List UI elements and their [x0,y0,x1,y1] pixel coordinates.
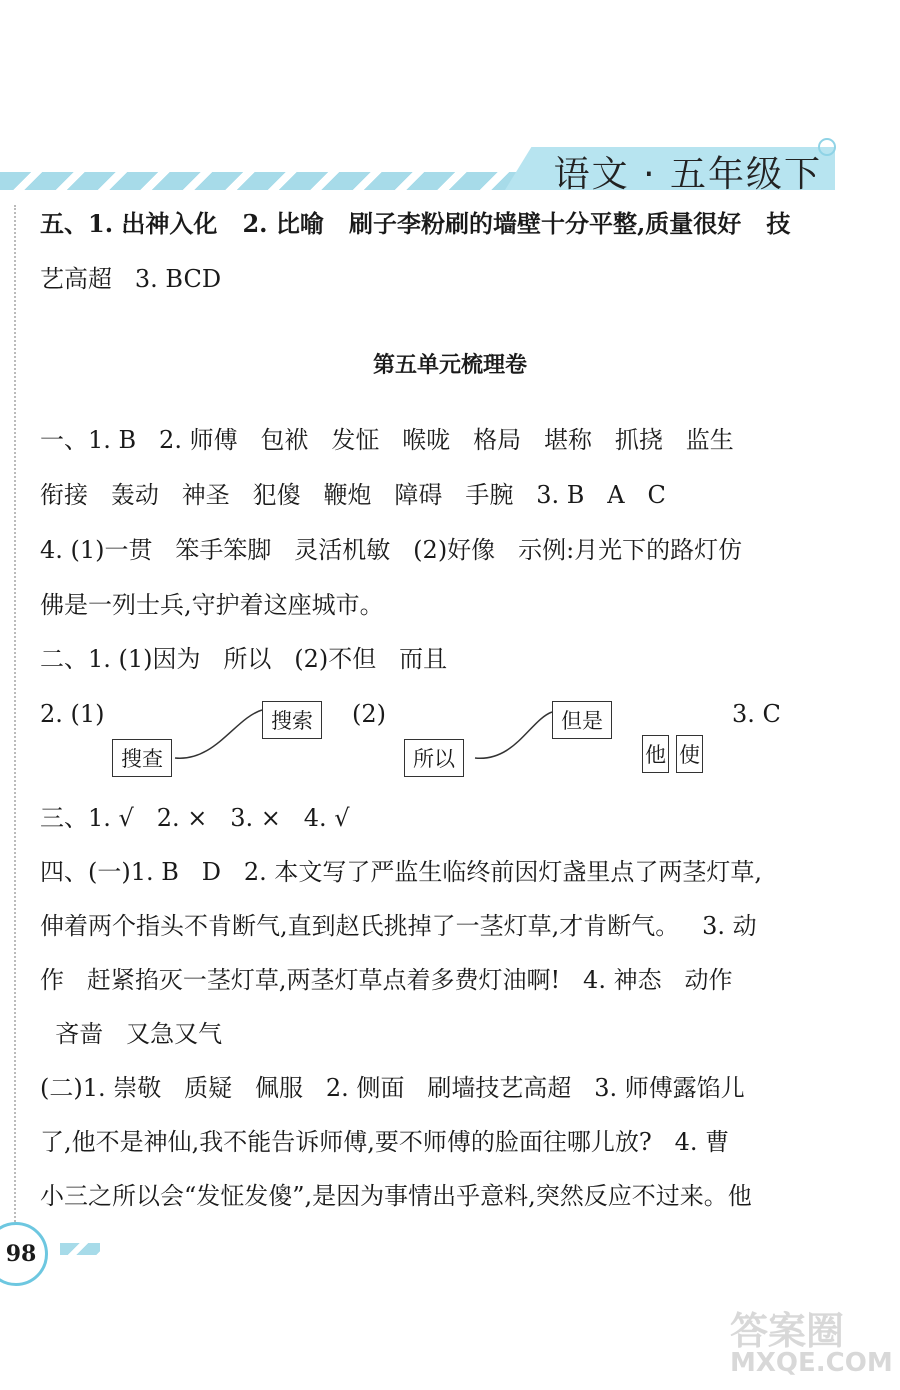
answer-line-15: 了,他不是神仙,我不能告诉师傅,要不师傅的脸面往哪儿放? 4. 曹 [40,1128,730,1156]
connector-1 [175,710,262,758]
q2-box-b: 使 [676,735,703,773]
answer-line-10: 四、(一)1. B D 2. 本文写了严监生临终前因灯盏里点了两茎灯草, [40,858,763,886]
answer-line-2: 艺高超 3. BCD [40,265,222,293]
q2-box-top-2: 但是 [552,701,612,739]
q2-box-bottom-1: 搜查 [112,739,172,777]
q2-box-bottom-2: 所以 [404,739,464,777]
q2-label-2: (2) [352,700,386,728]
answer-line-13: 吝啬 又急又气 [40,1020,223,1048]
q2-answer-3: 3. C [732,700,781,728]
answer-line-16: 小三之所以会“发怔发傻”,是因为事情出乎意料,突然反应不过来。他 [40,1182,752,1210]
answer-line-6: 佛是一列士兵,守护着这座城市。 [40,591,384,619]
watermark-en: MXQE.COM [730,1348,893,1378]
answer-line-5: 4. (1)一贯 笨手笨脚 灵活机敏 (2)好像 示例:月光下的路灯仿 [40,536,743,564]
q2-box-top-1: 搜索 [262,701,322,739]
connector-2 [475,712,552,758]
footer-stripes [60,1243,100,1255]
answer-line-12: 作 赶紧掐灭一茎灯草,两茎灯草点着多费灯油啊! 4. 神态 动作 [40,966,733,994]
answer-line-4: 衔接 轰动 神圣 犯傻 鞭炮 障碍 手腕 3. B A C [40,481,666,509]
page-number-badge [0,1222,48,1286]
answer-line-11: 伸着两个指头不肯断气,直到赵氏挑掉了一茎灯草,才肯断气。 3. 动 [40,912,757,940]
answer-line-9: 三、1. √ 2. × 3. × 4. √ [40,804,350,832]
header-stripes [0,172,520,190]
page-number: 98 [5,1241,37,1267]
answer-line-7: 二、1. (1)因为 所以 (2)不但 而且 [40,645,448,673]
answer-line-14: (二)1. 崇敬 质疑 佩服 2. 侧面 刷墙技艺高超 3. 师傅露馅儿 [40,1074,745,1102]
watermark-cn: 答案圈 [730,1308,845,1353]
q2-box-a: 他 [642,735,669,773]
q2-label-1: 2. (1) [40,700,105,728]
answer-line-3: 一、1. B 2. 师傅 包袱 发怔 喉咙 格局 堪称 抓挠 监生 [40,426,734,454]
header-title: 语文 · 五年级下 [553,154,822,195]
answer-line-1: 五、1. 出神入化 2. 比喻 刷子李粉刷的墙壁十分平整,质量很好 技 [40,209,791,238]
section-title: 第五单元梳理卷 [372,352,527,378]
